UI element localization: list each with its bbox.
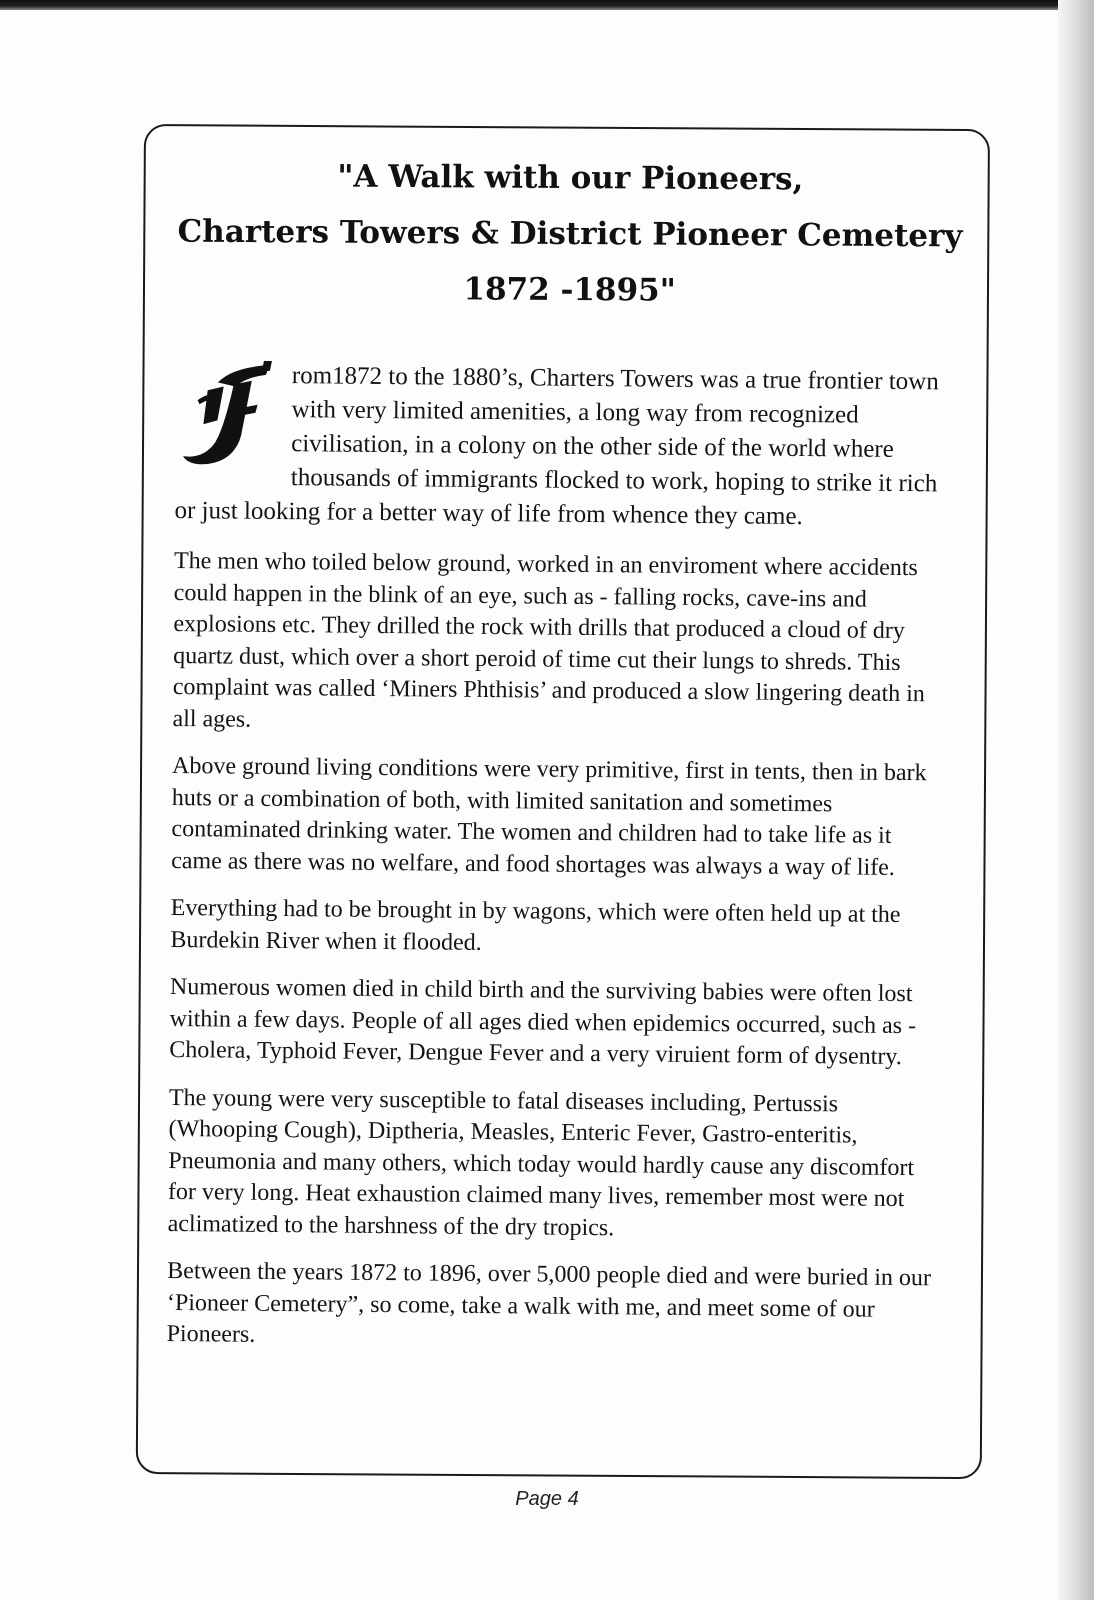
paragraph-wagons: Everything had to be brought in by wagons, which were often held up at the Burdekin River when it flooded.	[170, 894, 901, 956]
intro-text: rom1872 to the 1880’s, Charters Towers was a true frontier town with very limited amenities, a long way from recognized civilisation, in a colony on the other side of the world where thousands of immigrants flocked to work, hoping to strike it rich or just looking for a better way of life from whence they came.	[174, 362, 939, 531]
title-line-2: Charters Towers & District Pioneer Cemetery	[177, 213, 963, 255]
paragraph-epidemics: Numerous women died in child birth and the surviving babies were often lost within a few days. People of all ages died when epidemics occurred, such as - Cholera, Typhoid Fever, Dengue Fever and a very viruient form of dysentry.	[169, 973, 917, 1070]
paragraph-diseases: The young were very susceptible to fatal diseases including, Pertussis (Whooping Cough), Diptheria, Measles, Enteric Fever, Gastro-enteritis, Pneumonia and many others, which today would hardly cause any discomfort for very long. Heat exhaustion claimed many lives, remember most were not aclimatized to the harshness of the dry tropics.	[167, 1084, 915, 1241]
drop-cap-glyph-icon	[177, 360, 282, 469]
paragraph-miners: The men who toiled below ground, worked in an enviroment where accidents could happen in the blink of an eye, such as - falling rocks, cave-ins and explosions etc. They drilled the rock with drills that produced a cloud of dry quartz dust, which over a short peroid of time cut their lungs to shreds. This complaint was called ‘Miners Phthisis’ and produced a slow lingering death in all ages.	[172, 547, 925, 733]
page-title	[159, 147, 980, 320]
title-line-3: 1872 -1895"	[463, 271, 676, 309]
paragraph-living-conditions: Above ground living conditions were very primitive, first in tents, then in bark huts or a combination of both, with limited sanitation and sometimes contaminated drinking water. The women and children had to take life as it came as there was no welfare, and food shortages was always a way of life.	[171, 752, 927, 881]
drop-cap	[177, 360, 282, 469]
page-edge-shadow	[1058, 0, 1094, 1600]
title-line-1: "A Walk with our Pioneers,	[337, 158, 804, 198]
top-edge-rule	[0, 0, 1094, 10]
article-body	[166, 358, 952, 1374]
page-number: Page 4	[515, 1488, 579, 1510]
intro-paragraph	[174, 358, 952, 535]
paragraph-cemetery: Between the years 1872 to 1896, over 5,000 people died and were buried in our ‘Pioneer Cemetery”, so come, take a walk with me, and meet some of our Pioneers.	[166, 1257, 932, 1348]
